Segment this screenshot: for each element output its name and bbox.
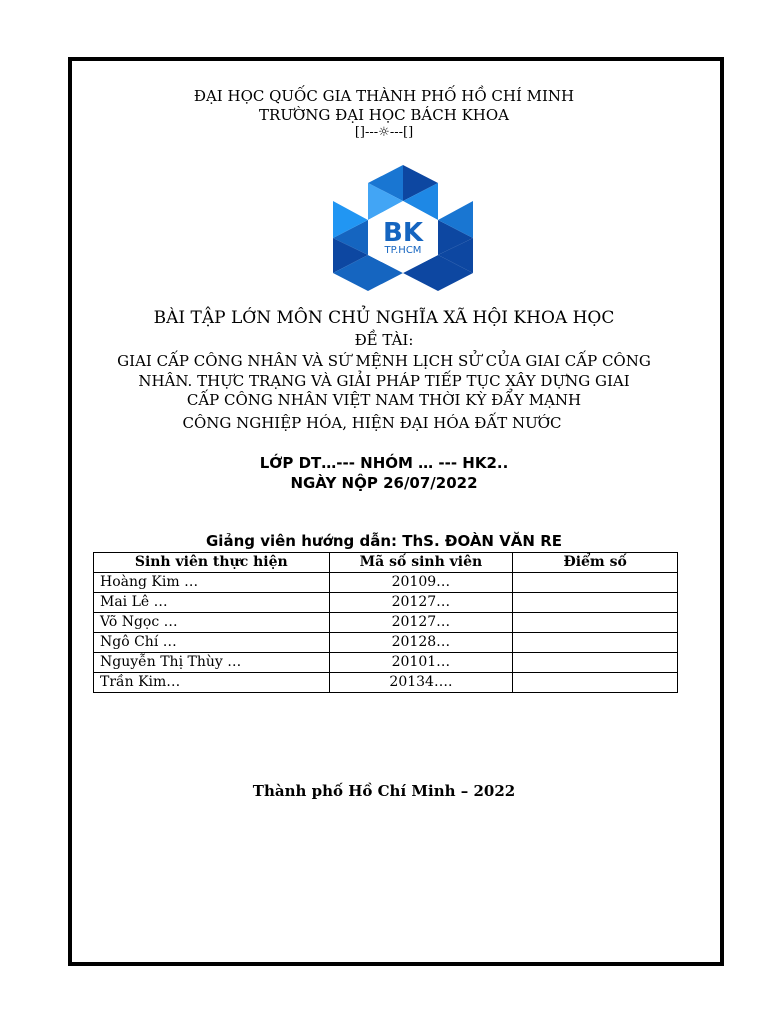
table-row: [94, 633, 678, 653]
topic-label: ĐỀ TÀI:: [354, 331, 414, 349]
student-id: 20134….: [329, 673, 513, 693]
topic-line-4: CÔNG NGHIỆP HÓA, HIỆN ĐẠI HÓA ĐẤT NƯỚC: [182, 414, 562, 432]
bk-logo: [328, 165, 478, 291]
topic-line-2: NHÂN. THỰC TRẠNG VÀ GIẢI PHÁP TIẾP TỤC XÂY DỰNG GIAI: [138, 372, 630, 390]
university-name: ĐẠI HỌC QUỐC GIA THÀNH PHỐ HỒ CHÍ MINH: [193, 87, 575, 105]
topic-line-1: GIAI CẤP CÔNG NHÂN VÀ SỨ MỆNH LỊCH SỬ CỦA GIAI CẤP CÔNG: [117, 352, 651, 370]
students-table: [93, 552, 678, 693]
table-row: [94, 593, 678, 613]
header-student-id: Mã số sinh viên: [329, 553, 513, 573]
student-id: 20128…: [329, 633, 513, 653]
table-row: [94, 673, 678, 693]
logo-text-sub: TP.HCM: [384, 245, 422, 256]
instructor-line: Giảng viên hướng dẫn: ThS. ĐOÀN VĂN RE: [206, 532, 562, 550]
student-name: Mai Lê …: [94, 593, 330, 613]
header-score: Điểm số: [513, 553, 678, 573]
class-group-line: LỚP DT…--- NHÓM … --- HK2..: [259, 454, 509, 472]
student-score: [513, 573, 678, 593]
student-score: [513, 673, 678, 693]
topic-line-3: CẤP CÔNG NHÂN VIỆT NAM THỜI KỲ ĐẨY MẠNH: [186, 391, 582, 409]
student-score: [513, 593, 678, 613]
student-id: 20127…: [329, 613, 513, 633]
logo-text-main: BK: [383, 218, 423, 248]
school-name: TRƯỜNG ĐẠI HỌC BÁCH KHOA: [259, 106, 509, 124]
submit-date: NGÀY NỘP 26/07/2022: [290, 474, 478, 492]
student-id: 20127…: [329, 593, 513, 613]
student-name: Nguyễn Thị Thùy …: [94, 653, 330, 673]
table-header-row: [94, 553, 678, 573]
ornament-divider: []---☼---[]: [354, 125, 414, 140]
student-id: 20101…: [329, 653, 513, 673]
student-name: Trần Kim…: [94, 673, 330, 693]
assignment-title: BÀI TẬP LỚN MÔN CHỦ NGHĨA XÃ HỘI KHOA HỌC: [153, 308, 615, 328]
student-id: 20109…: [329, 573, 513, 593]
student-score: [513, 613, 678, 633]
table-row: [94, 573, 678, 593]
student-name: Võ Ngọc …: [94, 613, 330, 633]
footer-place-year: Thành phố Hồ Chí Minh – 2022: [252, 782, 516, 800]
table-row: [94, 613, 678, 633]
student-score: [513, 633, 678, 653]
header-student-name: Sinh viên thực hiện: [94, 553, 330, 573]
table-row: [94, 653, 678, 673]
student-name: Ngô Chí …: [94, 633, 330, 653]
student-name: Hoàng Kim …: [94, 573, 330, 593]
student-score: [513, 653, 678, 673]
